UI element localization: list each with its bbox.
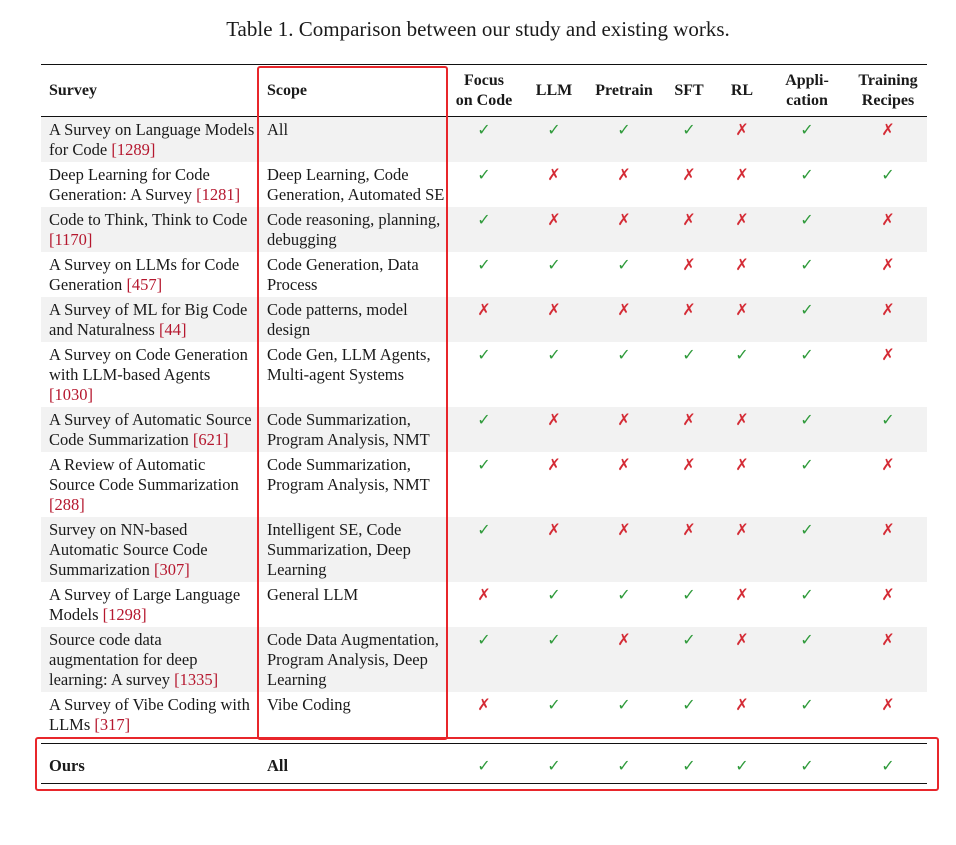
cross-mark-icon: ✗ [547,410,561,429]
ours-title: Ours [41,744,259,784]
cell-sft [659,517,719,582]
cell-application [765,744,849,784]
check-mark-icon: ✓ [547,345,561,364]
cell-training-recipes [849,627,927,692]
cross-mark-icon: ✗ [617,300,631,319]
ours-row [41,744,927,784]
cell-pretrain [589,517,659,582]
citation-link[interactable]: [44] [158,320,187,339]
cell-llm [519,407,589,452]
cell-training-recipes [849,452,927,517]
cell-application [765,252,849,297]
cell-llm [519,207,589,252]
cell-sft [659,117,719,163]
check-mark-icon: ✓ [477,255,491,274]
cross-mark-icon: ✗ [881,455,895,474]
cell-llm [519,342,589,407]
cell-training-recipes [849,252,927,297]
cell-pretrain [589,252,659,297]
scope-cell: Code patterns, model design [259,297,449,342]
cross-mark-icon: ✗ [682,300,696,319]
cell-application [765,582,849,627]
cross-mark-icon: ✗ [735,455,749,474]
citation-link[interactable]: [317] [94,715,131,734]
check-mark-icon: ✓ [682,585,696,604]
cell-focus-on-code [449,207,519,252]
cell-training-recipes [849,517,927,582]
cell-rl [719,692,765,737]
cell-rl [719,627,765,692]
cell-focus-on-code [449,252,519,297]
scope-cell: Code Data Augmentation, Program Analysis, Deep Learning [259,627,449,692]
cell-application [765,452,849,517]
check-mark-icon: ✓ [477,410,491,429]
cross-mark-icon: ✗ [617,210,631,229]
header-app-line2: cation [786,91,828,109]
check-mark-icon: ✓ [800,695,814,714]
cross-mark-icon: ✗ [477,585,491,604]
cross-mark-icon: ✗ [735,520,749,539]
survey-cell [41,117,259,163]
table-row [41,692,927,737]
header-focus-on-code [449,65,519,117]
cross-mark-icon: ✗ [881,630,895,649]
check-mark-icon: ✓ [735,345,749,364]
check-mark-icon: ✓ [800,630,814,649]
survey-title: A Survey of Automatic Source Code Summarization [49,410,252,449]
table-caption: Table 1. Comparison between our study and existing works. [226,17,730,41]
cell-training-recipes [849,207,927,252]
table-row [41,582,927,627]
cell-training-recipes [849,407,927,452]
header-survey: Survey [41,65,259,117]
survey-cell [41,452,259,517]
header-training-recipes [849,65,927,117]
header-tr-line1: Training [858,71,918,89]
cell-focus-on-code [449,117,519,163]
cross-mark-icon: ✗ [617,165,631,184]
cell-application [765,117,849,163]
citation-link[interactable]: [457] [126,275,163,294]
scope-cell: Intelligent SE, Code Summarization, Deep Learning [259,517,449,582]
check-mark-icon: ✓ [617,585,631,604]
cell-sft [659,582,719,627]
cell-sft [659,162,719,207]
header-tr-line2: Recipes [861,91,915,109]
scope-cell: Vibe Coding [267,695,351,714]
survey-title: Source code data augmentation for deep learning: A survey [49,630,198,689]
header-sft: SFT [659,65,719,117]
check-mark-icon: ✓ [617,695,631,714]
check-mark-icon: ✓ [800,120,814,139]
cell-focus-on-code [449,452,519,517]
cell-application [765,627,849,692]
table-row [41,627,927,692]
cell-pretrain [589,162,659,207]
check-mark-icon: ✓ [800,410,814,429]
check-mark-icon: ✓ [682,345,696,364]
cross-mark-icon: ✗ [735,695,749,714]
cell-pretrain [589,627,659,692]
scope-cell: Deep Learning, Code Generation, Automated SE [267,165,445,204]
cross-mark-icon: ✗ [881,210,895,229]
survey-cell [41,407,259,452]
cell-application [765,297,849,342]
cross-mark-icon: ✗ [682,410,696,429]
cell-llm [519,582,589,627]
header-application [765,65,849,117]
table-row [41,517,927,582]
cross-mark-icon: ✗ [735,255,749,274]
table-row [41,407,927,452]
cross-mark-icon: ✗ [735,165,749,184]
cell-sft [659,297,719,342]
survey-title: A Review of Automatic Source Code Summarization [49,455,239,494]
check-mark-icon: ✓ [800,585,814,604]
cross-mark-icon: ✗ [477,695,491,714]
citation-link[interactable]: [1335] [174,670,219,689]
cross-mark-icon: ✗ [682,255,696,274]
cell-training-recipes [849,297,927,342]
cross-mark-icon: ✗ [735,300,749,319]
check-mark-icon: ✓ [800,756,814,775]
cell-pretrain [589,207,659,252]
header-llm: LLM [519,65,589,117]
cell-training-recipes [849,582,927,627]
survey-cell [41,252,259,297]
cell-training-recipes [849,117,927,163]
cross-mark-icon: ✗ [881,585,895,604]
cross-mark-icon: ✗ [735,630,749,649]
check-mark-icon: ✓ [800,520,814,539]
cross-mark-icon: ✗ [547,455,561,474]
cross-mark-icon: ✗ [617,520,631,539]
survey-title: A Survey of Vibe Coding with LLMs [49,695,250,734]
cell-sft [659,692,719,737]
cell-llm [519,517,589,582]
cross-mark-icon: ✗ [682,165,696,184]
survey-title: Survey on NN-based Automatic Source Code Summarization [49,520,208,579]
cell-focus-on-code [449,407,519,452]
cross-mark-icon: ✗ [881,255,895,274]
citation-link[interactable]: [1030] [49,385,93,404]
check-mark-icon: ✓ [477,520,491,539]
cell-application [765,342,849,407]
cell-rl [719,744,765,784]
table-body [41,117,927,784]
check-mark-icon: ✓ [682,120,696,139]
ours-scope: All [259,744,449,784]
scope-cell: Code Gen, LLM Agents, Multi-agent Systems [267,345,431,384]
survey-cell [41,297,259,342]
cell-pretrain [589,117,659,163]
cell-pretrain [589,407,659,452]
check-mark-icon: ✓ [547,756,561,775]
survey-cell [41,582,259,627]
cross-mark-icon: ✗ [881,520,895,539]
cross-mark-icon: ✗ [547,520,561,539]
cross-mark-icon: ✗ [617,455,631,474]
check-mark-icon: ✓ [800,455,814,474]
citation-link[interactable]: [1298] [102,605,147,624]
cell-pretrain [589,297,659,342]
scope-cell: Code Summarization, Program Analysis, NMT [259,407,449,452]
check-mark-icon: ✓ [477,165,491,184]
check-mark-icon: ✓ [682,756,696,775]
cell-llm [519,452,589,517]
survey-title: Deep Learning for Code Generation: A Survey [49,165,210,204]
citation-link[interactable]: [288] [49,495,85,514]
cell-rl [719,117,765,163]
cell-focus-on-code [449,744,519,784]
survey-title: A Survey on Language Models for Code [49,120,255,159]
survey-cell [41,162,259,207]
cell-training-recipes [849,342,927,407]
survey-title: A Survey of ML for Big Code and Naturalness [49,300,248,339]
cell-llm [519,744,589,784]
cell-sft [659,744,719,784]
cell-pretrain [589,582,659,627]
check-mark-icon: ✓ [800,255,814,274]
check-mark-icon: ✓ [477,210,491,229]
check-mark-icon: ✓ [547,695,561,714]
citation-link[interactable]: [1289] [111,140,156,159]
check-mark-icon: ✓ [881,410,895,429]
cell-focus-on-code [449,297,519,342]
header-app-line1: Appli- [785,71,829,89]
cell-sft [659,207,719,252]
cell-application [765,517,849,582]
cell-sft [659,252,719,297]
survey-cell [41,517,259,582]
header-rl: RL [719,65,765,117]
header-pretrain: Pretrain [589,65,659,117]
check-mark-icon: ✓ [547,585,561,604]
cell-training-recipes [849,744,927,784]
check-mark-icon: ✓ [477,345,491,364]
scope-cell: General LLM [267,585,359,604]
cell-focus-on-code [449,162,519,207]
cross-mark-icon: ✗ [617,410,631,429]
cell-sft [659,342,719,407]
cell-llm [519,252,589,297]
cell-pretrain [589,342,659,407]
check-mark-icon: ✓ [735,756,749,775]
cross-mark-icon: ✗ [547,210,561,229]
check-mark-icon: ✓ [800,210,814,229]
citation-link[interactable]: [621] [192,430,229,449]
scope-cell: Code Summarization, Program Analysis, NMT [267,455,430,494]
check-mark-icon: ✓ [881,165,895,184]
cell-rl [719,517,765,582]
cell-training-recipes [849,162,927,207]
cross-mark-icon: ✗ [547,300,561,319]
survey-cell [41,207,259,252]
cross-mark-icon: ✗ [682,520,696,539]
cross-mark-icon: ✗ [735,410,749,429]
survey-title: A Survey on Code Generation with LLM-based Agents [49,345,248,384]
cell-rl [719,162,765,207]
scope-cell: Code Generation, Data Process [267,255,419,294]
cell-rl [719,407,765,452]
cross-mark-icon: ✗ [881,345,895,364]
check-mark-icon: ✓ [682,630,696,649]
check-mark-icon: ✓ [477,120,491,139]
check-mark-icon: ✓ [477,756,491,775]
check-mark-icon: ✓ [547,120,561,139]
table-row [41,452,927,517]
cell-application [765,162,849,207]
comparison-table [41,64,927,784]
header-row [41,65,927,117]
table-row [41,252,927,297]
scope-cell: Code reasoning, planning, debugging [259,207,449,252]
cell-llm [519,627,589,692]
cross-mark-icon: ✗ [881,300,895,319]
header-scope: Scope [259,65,449,117]
cell-sft [659,627,719,692]
cross-mark-icon: ✗ [735,210,749,229]
check-mark-icon: ✓ [800,345,814,364]
check-mark-icon: ✓ [477,630,491,649]
cell-application [765,692,849,737]
check-mark-icon: ✓ [617,120,631,139]
survey-title: A Survey on LLMs for Code Generation [49,255,240,294]
survey-cell [41,627,259,692]
cell-focus-on-code [449,342,519,407]
survey-title: A Survey of Large Language Models [49,585,241,624]
cell-llm [519,297,589,342]
check-mark-icon: ✓ [547,630,561,649]
cell-llm [519,162,589,207]
cell-llm [519,117,589,163]
header-focus-line2: on Code [455,91,513,109]
survey-cell [41,342,259,407]
check-mark-icon: ✓ [682,695,696,714]
check-mark-icon: ✓ [617,756,631,775]
table-row [41,297,927,342]
cell-rl [719,207,765,252]
cell-rl [719,342,765,407]
cross-mark-icon: ✗ [735,120,749,139]
check-mark-icon: ✓ [881,756,895,775]
cell-sft [659,407,719,452]
cross-mark-icon: ✗ [682,455,696,474]
citation-link[interactable]: [1281] [196,185,241,204]
cell-focus-on-code [449,692,519,737]
cross-mark-icon: ✗ [682,210,696,229]
check-mark-icon: ✓ [617,345,631,364]
cell-application [765,407,849,452]
survey-title: Code to Think, Think to Code [49,210,248,229]
cell-rl [719,297,765,342]
cross-mark-icon: ✗ [477,300,491,319]
cross-mark-icon: ✗ [735,585,749,604]
cell-rl [719,452,765,517]
cell-training-recipes [849,692,927,737]
cell-pretrain [589,692,659,737]
citation-link[interactable]: [1170] [49,230,93,249]
cell-rl [719,582,765,627]
cross-mark-icon: ✗ [881,120,895,139]
check-mark-icon: ✓ [477,455,491,474]
header-focus-line1: Focus [464,71,504,89]
check-mark-icon: ✓ [800,300,814,319]
cell-focus-on-code [449,627,519,692]
cross-mark-icon: ✗ [547,165,561,184]
cross-mark-icon: ✗ [881,695,895,714]
table-row [41,207,927,252]
check-mark-icon: ✓ [617,255,631,274]
cell-sft [659,452,719,517]
cell-focus-on-code [449,582,519,627]
scope-cell: All [259,117,449,163]
cell-llm [519,692,589,737]
cell-pretrain [589,744,659,784]
cell-pretrain [589,452,659,517]
table-row [41,117,927,163]
cell-application [765,207,849,252]
cell-focus-on-code [449,517,519,582]
cross-mark-icon: ✗ [617,630,631,649]
table-row [41,342,927,407]
check-mark-icon: ✓ [547,255,561,274]
check-mark-icon: ✓ [800,165,814,184]
cell-rl [719,252,765,297]
citation-link[interactable]: [307] [153,560,190,579]
survey-cell [41,692,259,737]
table-row [41,162,927,207]
